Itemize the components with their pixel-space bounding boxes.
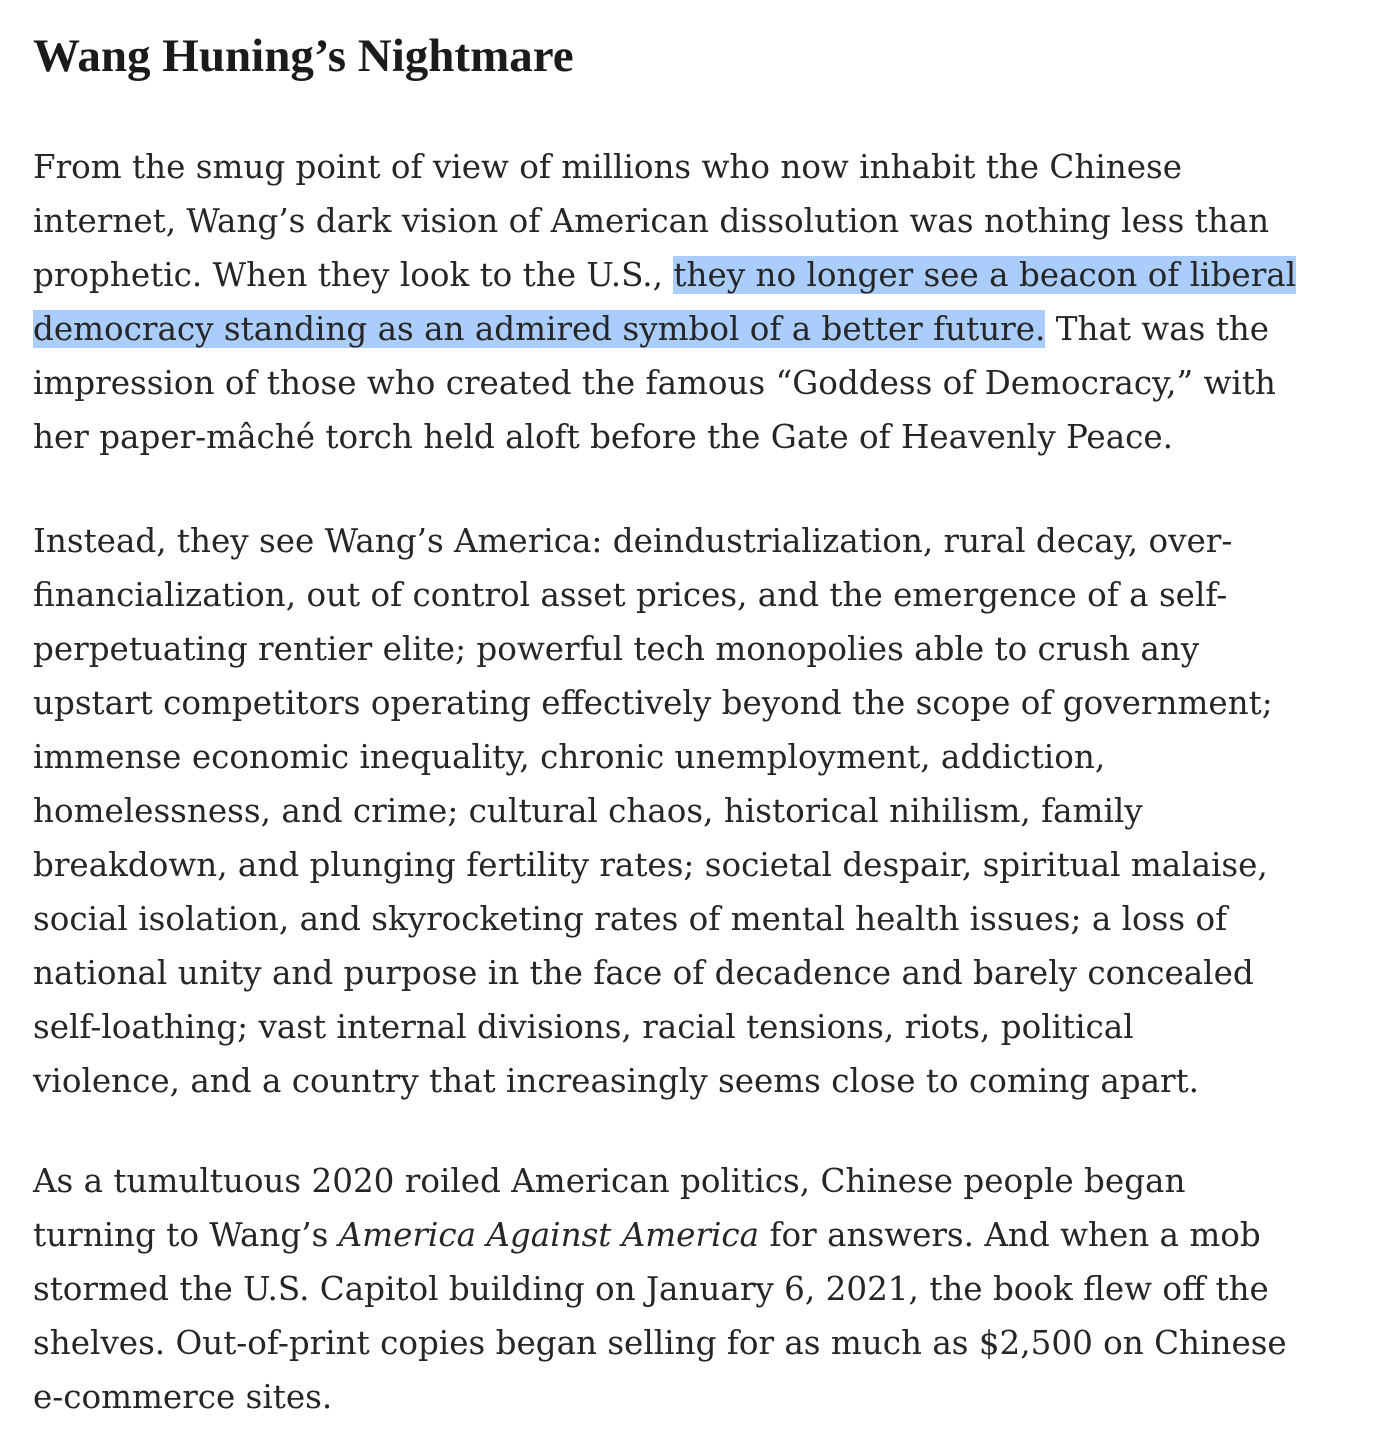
text-segment: for answers. And when a mob	[759, 1216, 1261, 1254]
text-line: homelessness, and crime; cultural chaos, historical nihilism, family	[33, 792, 1143, 830]
text-line: shelves. Out-of-print copies began selling for as much as $2,500 on Chinese	[33, 1324, 1287, 1362]
text-line: As a tumultuous 2020 roiled American politics, Chinese people began	[33, 1162, 1186, 1200]
text-line: national unity and purpose in the face of decadence and barely concealed	[33, 954, 1254, 992]
highlighted-text[interactable]: they no longer see a beacon of liberal	[673, 256, 1297, 294]
text-line: self-loathing; vast internal divisions, racial tensions, riots, political	[33, 1008, 1134, 1046]
text-segment: prophetic. When they look to the U.S.,	[33, 256, 674, 294]
text-line: From the smug point of view of millions who now inhabit the Chinese	[33, 148, 1182, 186]
text-line: violence, and a country that increasingly seems close to coming apart.	[33, 1062, 1200, 1100]
text-line: stormed the U.S. Capitol building on January 6, 2021, the book flew off the	[33, 1270, 1269, 1308]
text-line: financialization, out of control asset prices, and the emergence of a self-	[33, 576, 1228, 614]
text-line	[33, 1208, 1287, 1262]
text-line: Instead, they see Wang’s America: deindustrialization, rural decay, over-	[33, 522, 1233, 560]
text-line: breakdown, and plunging fertility rates; societal despair, spiritual malaise,	[33, 846, 1268, 884]
text-segment: That was the	[1045, 310, 1270, 348]
text-line: social isolation, and skyrocketing rates of mental health issues; a loss of	[33, 900, 1228, 938]
text-line: perpetuating rentier elite; powerful tech monopolies able to crush any	[33, 630, 1200, 668]
text-segment: turning to Wang’s	[33, 1216, 339, 1254]
text-line: impression of those who created the famous “Goddess of Democracy,” with	[33, 364, 1276, 402]
paragraph-2	[33, 514, 1273, 1108]
article-title: Wang Huning’s Nightmare	[33, 30, 574, 82]
paragraph-3	[33, 1154, 1287, 1424]
text-line: e-commerce sites.	[33, 1378, 333, 1416]
paragraph-1	[33, 140, 1296, 464]
text-line	[33, 248, 1296, 302]
book-title: America Against America	[338, 1216, 760, 1254]
text-line	[33, 302, 1296, 356]
text-line: upstart competitors operating effectively beyond the scope of government;	[33, 684, 1273, 722]
highlighted-text[interactable]: democracy standing as an admired symbol of a better future.	[33, 310, 1046, 348]
text-line: her paper-mâché torch held aloft before the Gate of Heavenly Peace.	[33, 418, 1173, 456]
text-line: immense economic inequality, chronic unemployment, addiction,	[33, 738, 1106, 776]
text-line: internet, Wang’s dark vision of American dissolution was nothing less than	[33, 202, 1270, 240]
